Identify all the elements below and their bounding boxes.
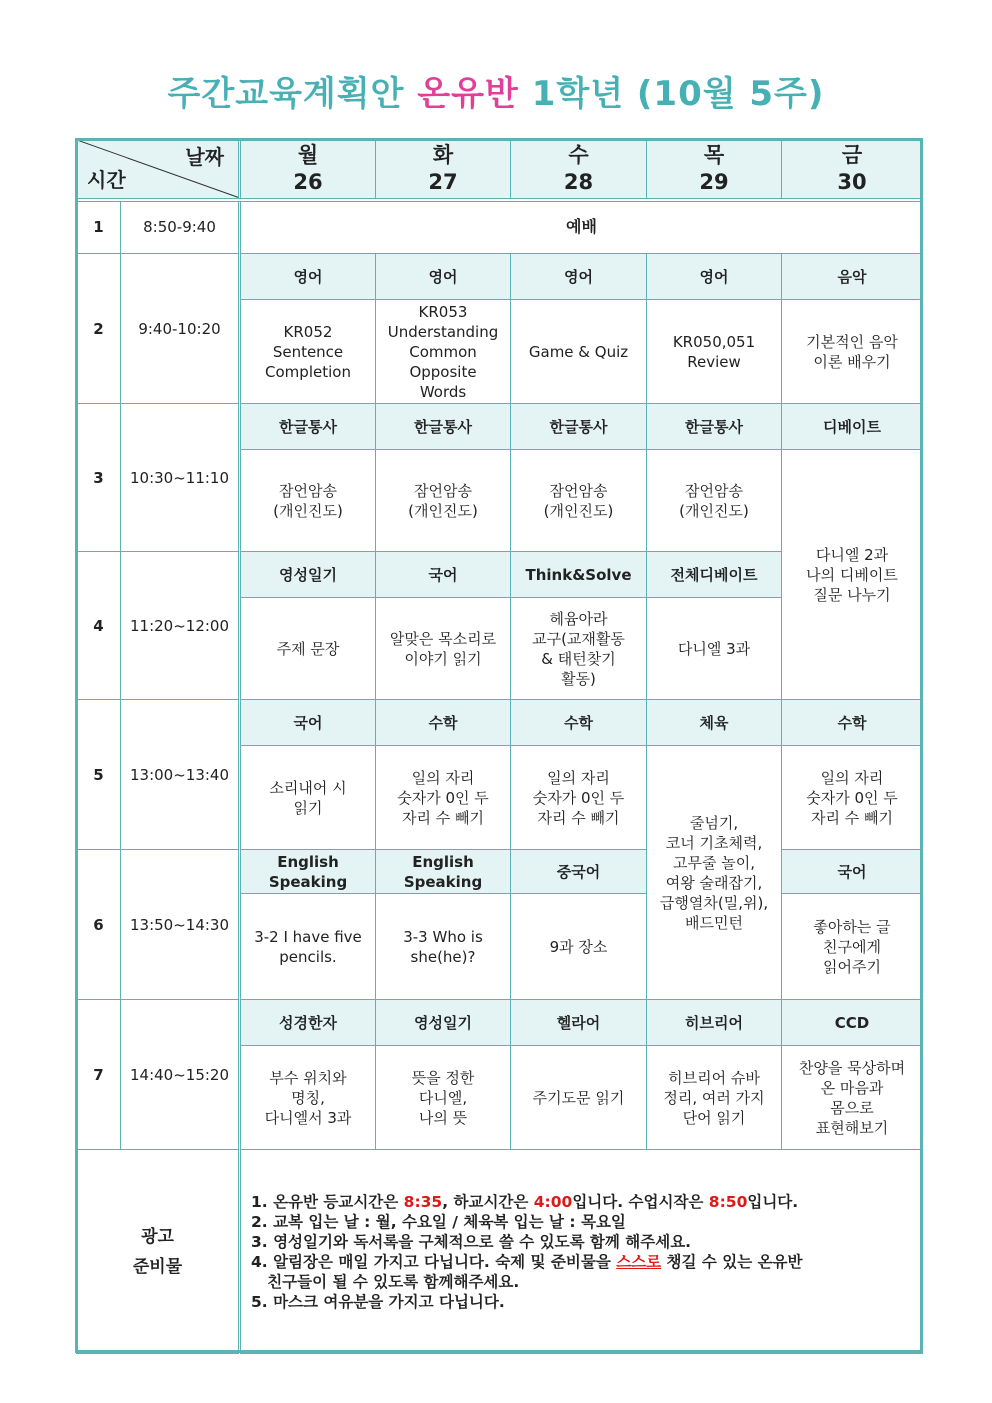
day-header-tue: 화 27 <box>376 140 511 200</box>
period-number: 6 <box>77 850 121 1000</box>
subject-cell: 중국어 <box>511 850 647 894</box>
subject-cell: 체육 <box>647 700 782 746</box>
content-cell: 일의 자리 숫자가 0인 두 자리 수 빼기 <box>782 746 923 850</box>
content-cell: 잠언암송 (개인진도) <box>647 450 782 552</box>
subject-cell: English Speaking <box>376 850 511 894</box>
content-cell: KR050,051 Review <box>647 300 782 404</box>
subject-cell: 한글통사 <box>240 404 376 450</box>
content-cell: KR052 Sentence Completion <box>240 300 376 404</box>
content-cell: 다니엘 3과 <box>647 598 782 700</box>
content-cell: KR053 Understanding Common Opposite Words <box>376 300 511 404</box>
subject-cell: 성경한자 <box>240 1000 376 1046</box>
content-cell: 주제 문장 <box>240 598 376 700</box>
subject-cell: 디베이트 <box>782 404 923 450</box>
period-row-5-subjects <box>77 700 923 746</box>
period-row-6-subjects <box>77 850 923 894</box>
subject-cell: 수학 <box>376 700 511 746</box>
content-cell: 일의 자리 숫자가 0인 두 자리 수 빼기 <box>376 746 511 850</box>
period-time: 10:30~11:10 <box>121 404 240 552</box>
debate-merged-cell: 다니엘 2과 나의 디베이트 질문 나누기 <box>782 450 923 700</box>
period-row-2-subjects <box>77 254 923 300</box>
title-grade-week: 1학년 (10월 5주) <box>531 74 825 114</box>
pe-merged-cell: 줄넘기, 코너 기초체력, 고무줄 놀이, 여왕 술래잡기, 급행열차(밀,위), 배드민턴 <box>647 746 782 1000</box>
content-cell: 주기도문 읽기 <box>511 1046 647 1150</box>
content-cell: 기본적인 음악 이론 배우기 <box>782 300 923 404</box>
notes-label-ads: 광고 <box>141 1226 174 1247</box>
period-time: 8:50-9:40 <box>121 200 240 254</box>
subject-cell: 헬라어 <box>511 1000 647 1046</box>
period-number: 2 <box>77 254 121 404</box>
content-cell: 3-2 I have five pencils. <box>240 894 376 1000</box>
subject-cell: 수학 <box>782 700 923 746</box>
subject-cell: 국어 <box>782 850 923 894</box>
period-number: 7 <box>77 1000 121 1150</box>
subject-cell: English Speaking <box>240 850 376 894</box>
subject-cell: 음악 <box>782 254 923 300</box>
content-cell: 알맞은 목소리로 이야기 읽기 <box>376 598 511 700</box>
note-line-2: 2. 교복 입는 날 : 월, 수요일 / 체육복 입는 날 : 목요일 <box>251 1212 626 1231</box>
title-main: 주간교육계획안 <box>167 74 405 114</box>
note-line-4: 4. 알림장은 매일 가지고 다닙니다. 숙제 및 준비물을 스스로 챙길 수 있는 온유반 <box>251 1252 803 1271</box>
subject-cell: 영어 <box>647 254 782 300</box>
subject-cell: 영성일기 <box>240 552 376 598</box>
content-cell: 헤윰아라 교구(교재활동 & 태턴찾기 활동) <box>511 598 647 700</box>
content-cell: 일의 자리 숫자가 0인 두 자리 수 빼기 <box>511 746 647 850</box>
title-class: 온유반 <box>417 74 519 114</box>
period-number: 4 <box>77 552 121 700</box>
period-time: 13:50~14:30 <box>121 850 240 1000</box>
corner-time-label: 시간 <box>87 167 126 192</box>
period-number: 1 <box>77 200 121 254</box>
period-time: 11:20~12:00 <box>121 552 240 700</box>
content-cell: 히브리어 슈바 정리, 여러 가지 단어 읽기 <box>647 1046 782 1150</box>
period-row-7-subjects <box>77 1000 923 1046</box>
period-time: 9:40-10:20 <box>121 254 240 404</box>
subject-cell: 영어 <box>511 254 647 300</box>
subject-cell: 히브리어 <box>647 1000 782 1046</box>
notes-content <box>240 1150 923 1354</box>
period-row-3-subjects <box>77 404 923 450</box>
content-cell: 좋아하는 글 친구에게 읽어주기 <box>782 894 923 1000</box>
period-time: 14:40~15:20 <box>121 1000 240 1150</box>
subject-cell: CCD <box>782 1000 923 1046</box>
subject-cell: 한글통사 <box>376 404 511 450</box>
content-cell: 잠언암송 (개인진도) <box>376 450 511 552</box>
subject-cell: 전체디베이트 <box>647 552 782 598</box>
note-line-4b: 친구들이 될 수 있도록 함께해주세요. <box>251 1272 520 1291</box>
period-number: 5 <box>77 700 121 850</box>
content-cell: 부수 위치와 명칭, 다니엘서 3과 <box>240 1046 376 1150</box>
content-cell: 9과 장소 <box>511 894 647 1000</box>
content-cell: 잠언암송 (개인진도) <box>511 450 647 552</box>
content-cell: 소리내어 시 읽기 <box>240 746 376 850</box>
subject-cell: 국어 <box>376 552 511 598</box>
schedule-table <box>76 139 923 1354</box>
note-line-1: 1. 온유반 등교시간은 8:35, 하교시간은 4:00입니다. 수업시작은 8:50입니다. <box>251 1192 799 1211</box>
period-number: 3 <box>77 404 121 552</box>
period-time: 13:00~13:40 <box>121 700 240 850</box>
content-cell: 찬양을 묵상하며 온 마음과 몸으로 표현해보기 <box>782 1046 923 1150</box>
subject-cell: 영어 <box>376 254 511 300</box>
notes-label <box>77 1150 240 1354</box>
corner-cell <box>77 140 240 200</box>
subject-cell: 영성일기 <box>376 1000 511 1046</box>
content-cell: 뜻을 정한 다니엘, 나의 뜻 <box>376 1046 511 1150</box>
worship-cell: 예배 <box>240 200 923 254</box>
note-line-3: 3. 영성일기와 독서록을 구체적으로 쓸 수 있도록 함께 해주세요. <box>251 1232 692 1251</box>
content-cell: Game & Quiz <box>511 300 647 404</box>
page-title <box>0 66 992 115</box>
subject-cell: Think&Solve <box>511 552 647 598</box>
day-header-wed: 수 28 <box>511 140 647 200</box>
subject-cell: 영어 <box>240 254 376 300</box>
day-header-mon: 월 26 <box>240 140 376 200</box>
header-row <box>77 140 923 200</box>
subject-cell: 한글통사 <box>647 404 782 450</box>
subject-cell: 국어 <box>240 700 376 746</box>
notes-label-supplies: 준비물 <box>132 1256 183 1277</box>
day-header-fri: 금 30 <box>782 140 923 200</box>
subject-cell: 한글통사 <box>511 404 647 450</box>
subject-cell: 수학 <box>511 700 647 746</box>
content-cell: 잠언암송 (개인진도) <box>240 450 376 552</box>
note-line-5: 5. 마스크 여유분을 가지고 다닙니다. <box>251 1292 505 1311</box>
period-row-1 <box>77 200 923 254</box>
corner-day-label: 날짜 <box>185 145 224 169</box>
day-header-thu: 목 29 <box>647 140 782 200</box>
content-cell: 3-3 Who is she(he)? <box>376 894 511 1000</box>
notes-row <box>77 1150 923 1354</box>
